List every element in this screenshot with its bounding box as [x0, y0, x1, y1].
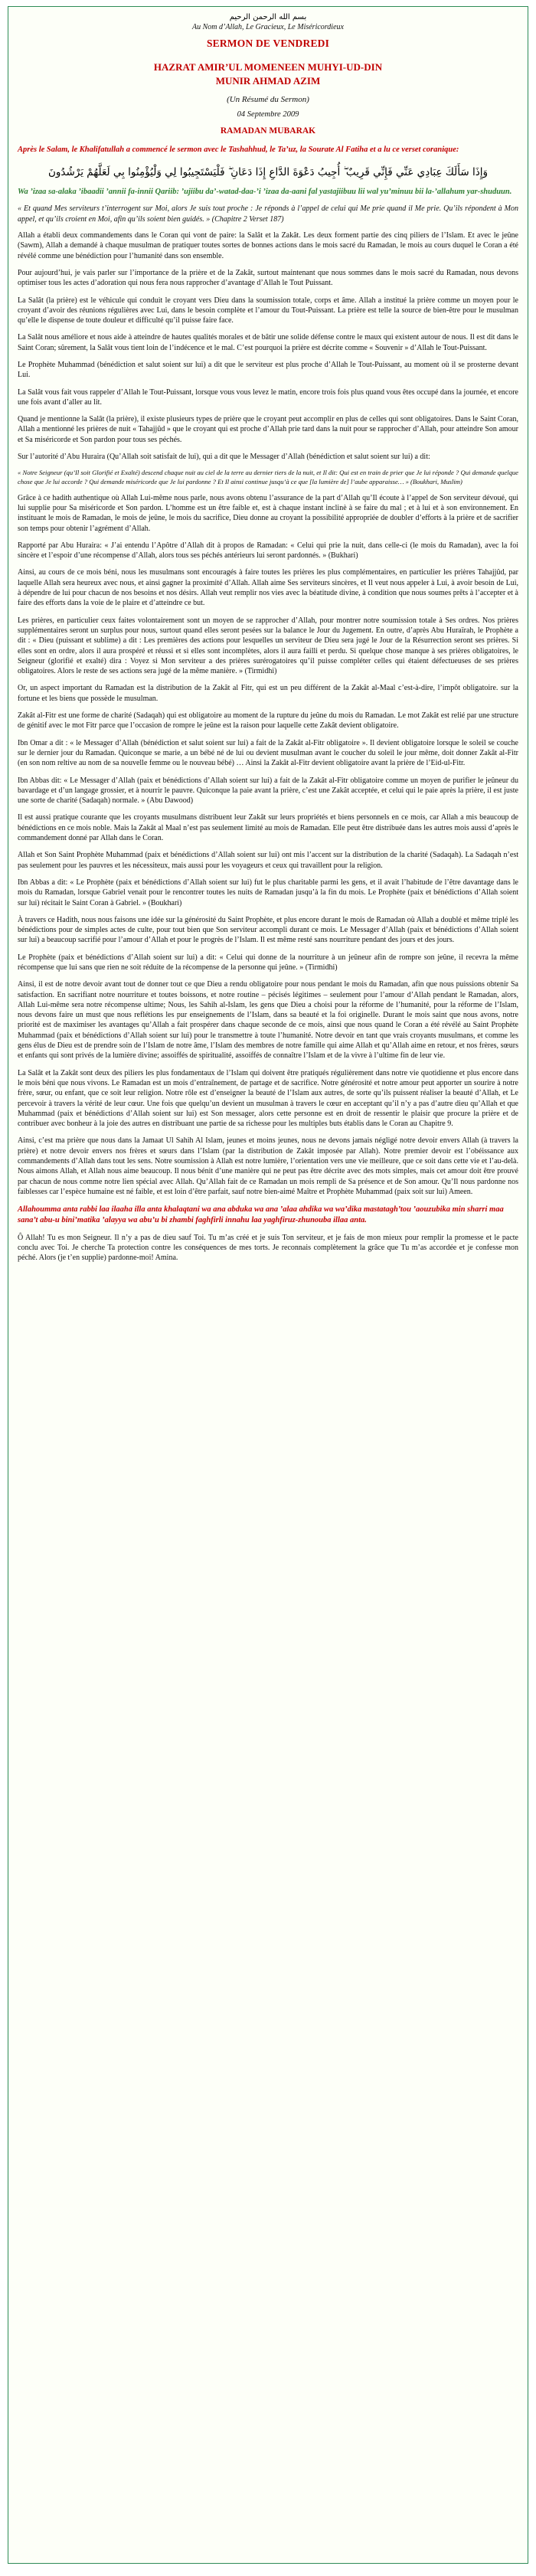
- paragraph: La Salât nous améliore et nous aide à atteindre de hautes qualités morales et de bâtir une solide défense contre le maux qui existent autour de nous. Il est dit dans le Saint Coran; sûrement, la Salât vous tient loin de l’indécence et le mal. C’est pourquoi la prière est décrite comme « Souvenir » d’Allah le Tout-Puissant.: [18, 333, 518, 352]
- subtitle: (Un Résumé du Sermon): [227, 95, 309, 105]
- sermon-page: [8, 6, 528, 2564]
- paragraph: La Salât vous fait vous rappeler d’Allah le Tout-Puissant, lorsque vous vous levez le matin, encore trois fois plus quand vous êtes occupé dans la journée, et encore une fois avant d’aller au lit.: [18, 387, 518, 407]
- paragraph: Allah a établi deux commandements dans le Coran qui vont de paire: la Salât et la Zakât. Les deux forment partie des cinq piliers de l’Islam. Et avec le jeûne (Sawm), Allah a demandé à chaque musulman de pratiquer toutes sortes de bonnes actions dans le mois sacré du Ramadan, le mois au cours duquel le Coran a été révélé comme une bénédiction pour l’humanité dans son ensemble.: [18, 231, 518, 260]
- paragraph: À travers ce Hadith, nous nous faisons une idée sur la générosité du Saint Prophète, et plus encore durant le mois de Ramadan où Allah a doublé et même triplé les bénédictions pour de simples actes de culte, pour tout bien que Son serviteur accompli durant ce mois. Le Messager d’Allah (paix et bénédictions d’Allah soient sur lui) a beaucoup sacrifié pour l’amour d’Allah et pour le progrès de l’Islam. Il est même resté sans nourriture pendant des jours et des jours.: [18, 915, 518, 945]
- paragraph: La Salât (la prière) est le véhicule qui conduit le croyant vers Dieu dans la soumission totale, corps et âme. Allah a institué la prière comme un moyen pour le croyant d’avoir des réunions régulières avec Lui, dans le besoin complète et l’amour du Tout-Puissant. La prière est telle la source de bien-être pour le musulman qu’elle le dispense de toute douleur et difficulté qu’il puisse faire face.: [18, 296, 518, 325]
- sermon-date: 04 Septembre 2009: [237, 110, 299, 119]
- paragraph: Les prières, en particulier ceux faites volontairement sont un moyen de se rapprocher d’Allah, pour montrer notre soumission totale à Ses ordres. Nos prières supplémentaires seront un surplus pour nous, surtout quand elles seront pesées sur la balance le Jour du Jugement. En outre, d’après Abu Huraïrah, le Prophète a dit : « Dieu (puissant et sublime) a dit : Les premières des actions pour lesquelles un serviteur de Dieu sera jugé le Jour de la Résurrection seront ses prières. Si elles sont en ordre, alors il aura prospéré et réussi et si elles sont incomplètes, alors il aura failli et perdu. Si quelque chose manque à ses prières obligatoires, le Seigneur (glorifié et exalté) dira : Voyez si Mon serviteur a des prières surérogatoires qu’il puisse compléter celles qui étaient défectueuses de ses prières obligatoires. Alors le reste de ses actions sera jugé de la même manière. » (Tirmidhi): [18, 616, 518, 676]
- basmala-arabic: بسم الله الرحمن الرحيم: [229, 13, 307, 21]
- paragraph: Sur l’autorité d’Abu Huraira (Qu’Allah soit satisfait de lui), qui a dit que le Messager d’Allah (bénédiction et salut soient sur lui) a dit:: [18, 453, 430, 462]
- paragraph: Ibn Abbas dit: « Le Messager d’Allah (paix et bénédictions d’Allah soient sur lui) a fait de la Zakât al-Fitr obligatoire comme un moyen de purifier le jeûneur du bavardage et d’un langage grossier, et à nourrir le pauvre. Quiconque la paie avant la prière, c’est une Zakât acceptée, et celui qui le paie après la prière, il est juste une sorte de charité (Sadaqah) normale. » (Abu Dawood): [18, 776, 518, 806]
- paragraph: Le Prophète (paix et bénédictions d’Allah soient sur lui) a dit: « Celui qui donne de la nourriture à un jeûneur afin de rompre son jeûne, il recevra la même récompense que lui sans que rien ne soit réduite de la récompense de la personne qui jeûne. » (Tirmidhi): [18, 953, 518, 972]
- paragraph: Quand je mentionne la Salât (la prière), il existe plusieurs types de prière que le croyant peut accomplir en plus de celles qui sont obligatoires. Dans le Saint Coran, Allah a mentionné les prières de nuit « Tahajjûd » que le croyant qui est proche d’Allah prie tard dans la nuit pour se rapprocher d’Allah, pour atteindre Son amour et Sa miséricorde et Son pardon pour tous ses péchés.: [18, 415, 518, 444]
- paragraph: Grâce à ce hadith authentique où Allah Lui-même nous parle, nous avons obtenu l’assurance de la part d’Allah qu’Il écoute à l’appel de Son serviteur dévoué, qui lui supplie pour Sa miséricorde et Son pardon. L’homme est un être faible et, est à chaque instant inclinè à se faire du mal ; et à lui et à son environnement. En instituant le mois de Ramadan, le mois de jeûne, le mois du sacrifice, Dieu donne au croyant la possibilité appropriée de doubler d’efforts à la prière et de sacrifier son temps pour obtenir l’agrément d’Allah.: [18, 493, 518, 533]
- intro-text: Après le Salam, le Khalifatullah a commencé le sermon avec le Tashahhud, le Ta’uz, la Sourate Al Fatiha et a lu ce verset coranique:: [18, 145, 459, 155]
- paragraph: Ibn Omar a dit : « le Messager d’Allah (bénédiction et salut soient sur lui) a fait de la Zakât al-Fitr obligatoire ». Il devient obligatoire lorsque le soleil se couche sur le dernier jour du Ramadan. Quiconque se marie, a un bébé né de lui ou devient musulman avant le coucher du soleil le jour même, doit donner Zakât al-Fitr (en son nom reltive au nom de sa nouvelle femme ou le nouveau bébé) … Ainsi la Zakât al-Fitr devient obligatoire avant la prière de l’Eid-ul-Fitr.: [18, 738, 518, 768]
- paragraph: Ainsi, au cours de ce mois béni, nous les musulmans sont encouragés à faire toutes les prières les plus complémentaires, en particulier les prières Tahajjûd, par laquelle Allah sera heureux avec nous, et ainsi gagner la proximité d’Allah. Allah aime Ses serviteurs sincères, et Il veut nous appeler à Lui, à avoir besoin de Lui, à dépendre de lui pour chacun de nos besoins et nos désirs. Allah veut remplir nos vies avec la béatitude divine, à condition que nous soumes prêts à l’accepter et à faire des efforts dans la voie de le plaire et d’atteindre ce but.: [18, 568, 518, 608]
- quran-verse-arabic: وَإِذَا سَأَلَكَ عِبَادِي عَنِّي فَإِنِّي قَرِيبٌ ۖ أُجِيبُ دَعْوَةَ الدَّاعِ إِذَا دَعَانِ ۖ فَلْيَسْتَجِيبُوا لِي وَلْيُؤْمِنُوا بِي لَعَلَّهُمْ يَرْشُدُونَ: [47, 165, 489, 178]
- paragraph: Ainsi, c’est ma prière que nous dans la Jamaat Ul Sahih Al Islam, jeunes et moins jeunes, nous ne devons jamais négligé notre devoir envers Allah (à travers la prière) et notre devoir envers nos frères et sœurs dans l’Islam (par la distribution de Zakât imposée par Allah). Notre premier devoir est l’obéissance aux commandements d’Allah dans tout les sens. Notre soumission à Allah est notre lumière, l’orientation vers une vie meilleure, que ce soit dans cette vie et l’au-delà. Nous aimons Allah, et Allah nous aime beaucoup. Il nous bénit d’une manière qui ne peut pas être décrite avec des mots simples, mais cet amour doit être prouvé par chacun de nous comme notre lien spécial avec Allah. Qu’Allah fait de ce Ramadan un mois rempli de Sa présence et de Son amour. Qu’Il nous pardonne nos faiblesses car l’espèce humaine est né faible, et est loin d’être parfait, sauf notre bien-aimé Maître et Prophète Muhammad (paix soit sur lui) Ameen.: [18, 1136, 518, 1196]
- paragraph: Zakât al-Fitr est une forme de charité (Sadaqah) qui est obligatoire au moment de la rupture du jeûne du mois du Ramadan. Le mot Zakât est relié par une structure de génitif avec le mot Fitr parce que l’occasion de rompre le jeûne est la raison pour laquelle cette Zakât devient obligatoire.: [18, 711, 518, 731]
- dua-transliteration: Allahoumma anta rabbi laa ilaaha illa anta khalaqtani wa ana abduka wa ana ’alaa ahdika wa wa’dika mastatagh’tou ’aouzubika min sharri maa sana’t abu-u bini’matika ’alayya wa abu’u bi zhambi faghfirli innahu laa yaghfiruz-zhunouba illaa anta.: [18, 1205, 504, 1225]
- theme-heading: RAMADAN MUBARAK: [220, 126, 316, 136]
- verse-transliteration: Wa ’izaa sa-alaka ’ibaadii ’annii fa-innii Qariib: ’ujiibu da’-watad-daa-’i ’izaa da-aani fal yastajiibuu lii wal yu’minuu bii la-’allahum yar-shuduun.: [18, 188, 512, 197]
- hadith-quote: « Notre Seigneur (qu’Il soit Glorifié et Exalté) descend chaque nuit au ciel de la terre au dernier tiers de la nuit, et Il dit: Qui est en train de prier que Je lui réponde ? Qui demande quelque chose que Je lui accorde ? Qui demande miséricorde que Je lui pardonne ? Et Il ainsi continue jusqu’à ce que [la lumière de] l’aube apparaisse… » (Boukhari, Muslim): [18, 469, 518, 485]
- main-title-line1: HAZRAT AMIR’UL MOMENEEN MUHYI-UD-DIN: [153, 61, 383, 73]
- closing-prayer: Ô Allah! Tu es mon Seigneur. Il n’y a pas de dieu sauf Toi. Tu m’as créé et je suis Ton serviteur, et je fais de mon mieux pour remplir la promesse et le pacte conclu avec Toi. Je cherche Ta protection contre les conséquences de mes torts. Je reconnais complètement la grâce que Tu m’as accordée et je confesse mon péché. Alors (je t’en supplie) pardonne-moi! Amina.: [18, 1233, 518, 1263]
- paragraph: Le Prophète Muhammad (bénédiction et salut soient sur lui) a dit que le serviteur est plus proche d’Allah le Tout-Puissant, au moment où il se prosterne devant Lui.: [18, 360, 518, 380]
- main-title-line2: MUNIR AHMAD AZIM: [215, 74, 321, 87]
- paragraph: La Salât et la Zakât sont deux des piliers les plus fondamentaux de l’Islam qui doivent être pratiqués régulièrement dans notre vie quotidienne et plus encore dans le mois béni que nous vivons. Le Ramadan est un mois d’entraînement, de partage et de sacrifice. Notre générosité et notre amour peut apporter un sourire à notre frère, sœur, ou enfant, que ce soit leur religion. Notre rôle est d’enseigner la beauté de l’Islam aux autres, de sorte qu’ils puissent réaliser la beauté d’Allah, et Le percevoir à travers la vérité de leur cœur. Une fois que quelqu’un devient un musulman à travers le cœur en acceptant qu’il n’y a pas d’autre dieu qu’Allah et que Muhammad (paix et bénédictions d’Allah soient sur lui) est Son messager, alors cette personne est en droit de ressentir le plaisir que procure la prière et de contribuer avec bonheur à la joie des autres en distribuant une partie de sa richesse pour les multiples buts établis dans le Coran au Chapitre 9.: [18, 1068, 518, 1129]
- series-title: SERMON DE VENDREDI: [206, 38, 330, 49]
- paragraph: Ainsi, il est de notre devoir avant tout de donner tout ce que Dieu a rendu obligatoire pour nous pendant le mois du Ramadan, afin que nous puissions obtenir Sa satisfaction. En sacrifiant notre nourriture et toutes boissons, et notre routine – pécisés légitimes – seulement pour l’amour d’Allah pendant le Ramadan, alors, Allah Lui-même sera notre récompense ultime; Nous, les Sahih al-Islam, les gens que Dieu a choisi pour la réforme de l’humanité, pour la réforme de l’Islam, nous devons faire un must que nous reflétions les pur enseignements de l’Islam, dans sa beauté et la foi originelle. Durant le mois saint que nous avons, notre priorité est de maximiser les avantages qu’Allah a fait prospérer dans chaque seconde de ce mois, ainsi que nous quand le Coran a été révélé au Saint Prophète Muhammad (paix et bénédictions d’Allah soient sur lui) pour le transmettre à toute l’humanité. Notre devoir en tant que vrais croyants musulmans, et comme les gens élus de Dieu est de prendre soin de l’Islam de notre âme, l’Islam des membres de notre famille qui aime Allah et qu’Allah aime en retour, et nos frères, sœurs et enfants qui sont privés de la lumière divine; assoiffés de spiritualité, assoiffés de connaître l’Islam et de la vivre à l’ultime fin de leur vie.: [18, 980, 518, 1061]
- basmala-translation: Au Nom d’Allah, Le Gracieux, Le Miséricordieux: [192, 23, 344, 31]
- paragraph: Allah et Son Saint Prophète Muhammad (paix et bénédictions d’Allah soient sur lui) ont mis l’accent sur la distribution de la charité (Sadaqah). La Sadaqah n’est pas seulement pour les pauvres et les nécessiteux, mais aussi pour les voyageurs et ceux qui travaillent pour la religion.: [18, 851, 518, 870]
- main-title: [18, 60, 518, 87]
- paragraph: Rapporté par Abu Huraira: « J’ai entendu l’Apôtre d’Allah dit à propos de Ramadan: « Celui qui prie la nuit, dans celle-ci (le mois du Ramadan), avec la foi sincère et l’espoir d’une récompense d’Allah, alors tous ses péchés antérieurs lui seront pardonnés. » (Bukhari): [18, 541, 518, 561]
- paragraph: Or, un aspect important du Ramadan est la distribution de la Zakât al Fitr, qui est un peu différent de la Zakât al-Maal c’est-à-dire, l’impôt obligatoire. sur la fortune et les biens que possède le musulman.: [18, 684, 518, 703]
- paragraph: Pour aujourd’hui, je vais parler sur l’importance de la prière et de la Zakât, surtout maintenant que nous sommes dans le mois sacré du Ramadan, nous devons optimiser tous les actes d’adoration qui nous fera nous rapprocher d’avantage d’Allah le Tout Puissant.: [18, 268, 518, 288]
- paragraph: Il est aussi pratique courante que les croyants musulmans distribuent leur Zakât sur leurs propriétés et biens personnels en ce mois, car Allah a mis beaucoup de bénédictions en ce mois noble. Mais la Zakât al Maal n’est pas seulement limité au mois de Ramadan. Elle peut être distribuée dans les autres mois aussi d’après le commandement donné par Allah dans le Coran.: [18, 813, 518, 843]
- paragraph: Ibn Abbas a dit: « Le Prophète (paix et bénédictions d’Allah soient sur lui) fut le plus charitable parmi les gens, et il avait l’habitude de l’être davantage dans le mois du Ramadan, lorsque Gabriel venait pour le rencontrer toutes les nuits de Ramadan jusqu’à la fin du mois. Le Prophète (paix et bénédictions d’Allah soient sur lui) récitait le Saint Coran à Gabriel. » (Boukhari): [18, 878, 518, 907]
- verse-translation: « Et quand Mes serviteurs t’interrogent sur Moi, alors Je suis tout proche : Je réponds à l’appel de celui qui Me prie quand il Me prie. Qu’ils répondent à Mon appel, et qu’ils croient en Moi, afin qu’ils soient bien guidés. » (Chapitre 2 Verset 187): [18, 204, 518, 224]
